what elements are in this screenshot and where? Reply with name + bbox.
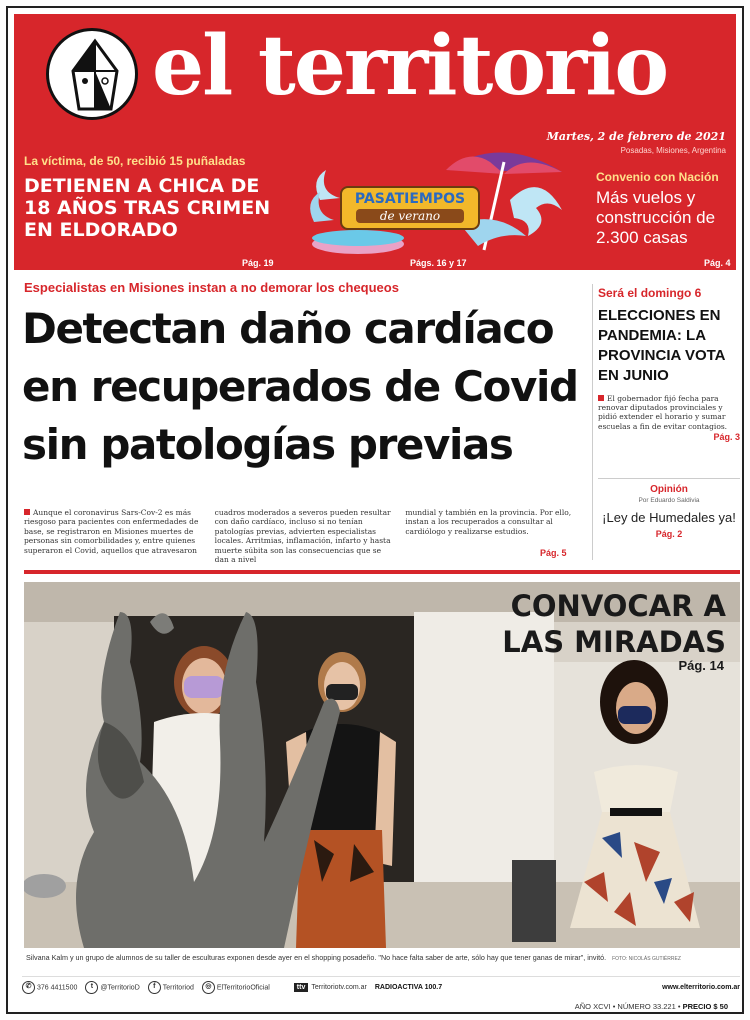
colophon-issue: AÑO XCVI • NÚMERO 33.221 •	[574, 1002, 681, 1011]
side-story-headline: ELECCIONES EN PANDEMIA: LA PROVINCIA VOTA EN JUNIO	[598, 307, 725, 384]
promo-label	[340, 186, 480, 230]
footer-whatsapp[interactable]: ✆ 376 4411500	[22, 981, 77, 994]
opinion-title: ¡Ley de Humedales ya!	[602, 510, 736, 525]
teaser-nacion[interactable]	[596, 170, 726, 248]
footer-facebook[interactable]: f Territoriod	[148, 981, 194, 994]
photo-credit: FOTO: NICOLÁS GUTIÉRREZ	[612, 956, 681, 962]
photo-page: Pág. 14	[678, 658, 724, 673]
teaser-nacion-page: Pág. 4	[704, 258, 731, 268]
sculpture-photo[interactable]	[24, 582, 740, 948]
masthead	[14, 14, 736, 270]
instagram-icon: ◎	[202, 981, 215, 994]
promo-title: PASATIEMPOS	[354, 191, 466, 207]
main-story-col-3: mundial y también en la provincia. Por ello, instan a los recuperados a consultar al cardiólogo y realizarse estudios.	[405, 508, 572, 536]
twitter-icon: t	[85, 981, 98, 994]
issue-date: Martes, 2 de febrero de 2021	[546, 130, 726, 143]
teaser-crime[interactable]	[24, 154, 292, 241]
bullet-square-icon	[24, 509, 30, 515]
whatsapp-icon: ✆	[22, 981, 35, 994]
teaser-crime-kicker: La víctima, de 50, recibió 15 puñaladas	[24, 154, 246, 168]
ttv-logo-icon: ttv	[294, 983, 309, 992]
column-divider	[592, 284, 593, 560]
photo-headline: CONVOCAR A LAS MIRADAS	[502, 589, 726, 659]
main-story-page: Pág. 5	[540, 548, 567, 558]
promo-pasatiempos[interactable]	[300, 140, 596, 264]
footer-twitter[interactable]: t @TerritorioD	[85, 981, 139, 994]
side-story-page: Pág. 3	[713, 431, 740, 442]
side-story-body: El gobernador fijó fecha para renovar diputados provinciales y pidió extender el horario y sumar escuelas a fin de evitar contagios.	[598, 394, 728, 431]
promo-page: Págs. 16 y 17	[410, 258, 467, 268]
main-story-kicker: Especialistas en Misiones instan a no demorar los chequeos	[24, 280, 399, 295]
brand-title: el territorio	[152, 18, 668, 114]
colophon-price: PRECIO $ 50	[682, 1002, 728, 1011]
photo-caption: Silvana Kalm y un grupo de alumnos de su taller de esculturas exponen desde ayer en el shopping posadeño. "No hace falta saber de arte, sólo hay que tener ganas de mirar", invitó. FOTO: NICOLÁS GUTIÉRREZ	[26, 953, 681, 962]
newspaper-page	[6, 6, 744, 1014]
footer-bar	[22, 976, 740, 998]
logo-face-icon	[46, 28, 138, 120]
footer-tv[interactable]: ttv Territoriotv.com.ar	[294, 984, 367, 991]
side-story[interactable]	[598, 286, 740, 442]
teaser-crime-headline: DETIENEN A CHICA DE 18 AÑOS TRAS CRIMEN EN ELDORADO	[24, 175, 271, 241]
main-story-col-1: Aunque el coronavirus Sars-Cov-2 es más riesgoso para pacientes con enfermedades de base, se registraron en Misiones muertes de personas sin comorbilidades y, entre quienes superaron el Covid, aquellos que atravesaron	[24, 508, 199, 555]
teaser-nacion-headline: Más vuelos y construcción de 2.300 casas	[596, 188, 716, 247]
issue-place: Posadas, Misiones, Argentina	[620, 146, 726, 155]
main-story-col-2: cuadros moderados a severos pueden resultar con daño cardíaco, incluso si no tenían patologías previas, advierten especialistas locales. Arritmias, inflamación, infarto y hasta muerte súbita son las consecuencias que se dan a nivel	[214, 508, 391, 565]
facebook-icon: f	[148, 981, 161, 994]
main-story-headline[interactable]: Detectan daño cardíaco en recuperados de Covid sin patologías previas	[22, 304, 578, 469]
opinion-page: Pág. 2	[655, 529, 683, 539]
footer-website[interactable]: www.elterritorio.com.ar	[662, 984, 740, 991]
teaser-crime-page: Pág. 19	[242, 258, 274, 268]
opinion-label: Opinión	[650, 484, 688, 495]
colophon	[575, 1002, 728, 1011]
footer-instagram[interactable]: ◎ ElTerritorioOficial	[202, 981, 270, 994]
opinion-box[interactable]	[598, 484, 740, 539]
section-rule	[24, 570, 740, 574]
side-story-kicker: Será el domingo 6	[598, 286, 702, 300]
side-divider	[598, 478, 740, 479]
main-story-body	[24, 508, 584, 564]
promo-subtitle: de verano	[356, 209, 464, 223]
footer-radio[interactable]: RADIOACTIVA 100.7	[374, 984, 443, 991]
opinion-author: Por Eduardo Saldivia	[638, 497, 700, 504]
teaser-nacion-kicker: Convenio con Nación	[596, 170, 719, 184]
bullet-square-icon	[598, 395, 604, 401]
